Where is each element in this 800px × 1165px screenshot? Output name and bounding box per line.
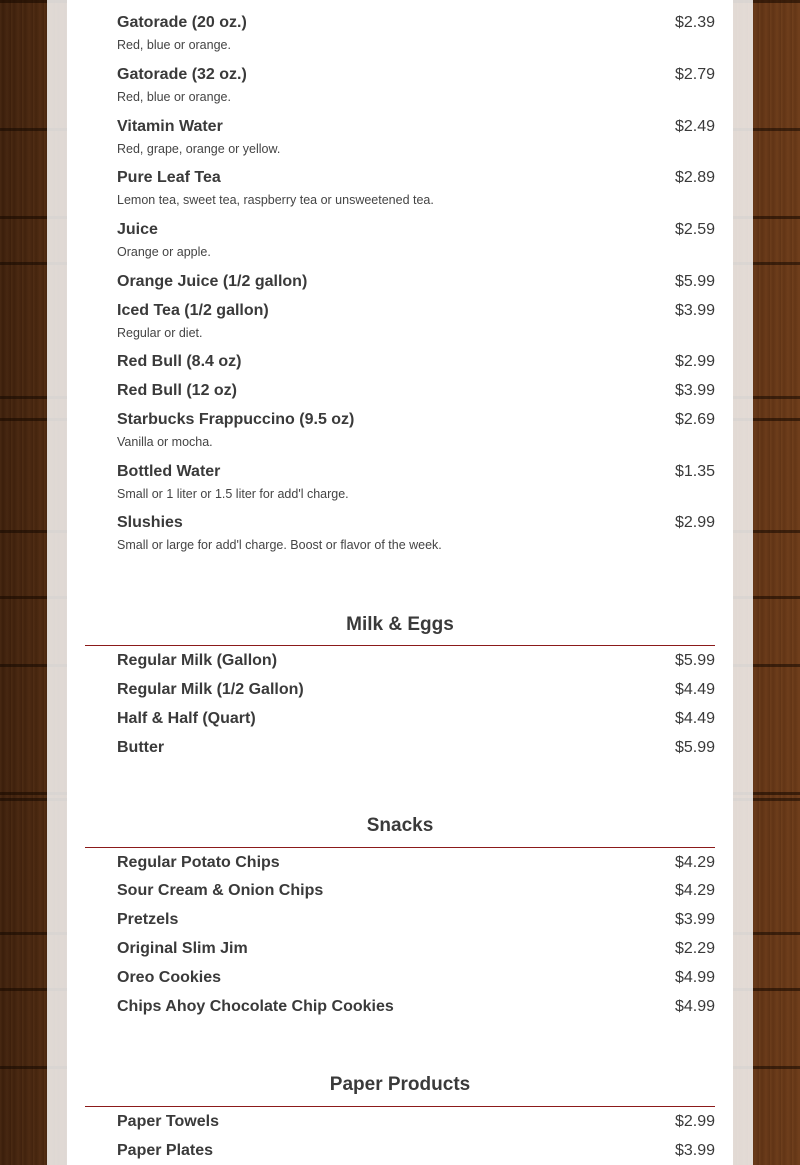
item-name: Red Bull (8.4 oz) [117, 353, 242, 370]
item-description: Red, grape, orange or yellow. [117, 142, 281, 156]
item-name: Half & Half (Quart) [117, 710, 256, 727]
item-name: Paper Towels [117, 1113, 219, 1130]
item-description: Orange or apple. [117, 245, 211, 259]
section-title-snacks: Snacks [366, 815, 434, 836]
item-price: $3.99 [674, 382, 715, 399]
item-price: $2.39 [674, 14, 715, 31]
item-name: Juice [117, 221, 158, 238]
item-name: Gatorade (20 oz.) [117, 14, 247, 31]
item-description: Red, blue or orange. [117, 90, 231, 104]
item-description: Lemon tea, sweet tea, raspberry tea or unsweetened tea. [117, 193, 434, 207]
section-title-milk-eggs: Milk & Eggs [346, 614, 454, 635]
item-name: Pure Leaf Tea [117, 169, 221, 186]
item-name: Regular Potato Chips [117, 854, 280, 871]
section-title-paper-products: Paper Products [329, 1074, 471, 1095]
item-description: Red, blue or orange. [117, 38, 231, 52]
item-name: Original Slim Jim [117, 940, 248, 957]
item-name: Starbucks Frappuccino (9.5 oz) [117, 411, 355, 428]
item-price: $4.49 [674, 710, 715, 727]
item-name: Regular Milk (Gallon) [117, 652, 278, 669]
item-name: Gatorade (32 oz.) [117, 66, 247, 83]
item-price: $2.59 [674, 221, 715, 238]
item-price: $3.99 [674, 911, 715, 928]
item-name: Red Bull (12 oz) [117, 382, 238, 399]
item-price: $4.29 [674, 854, 715, 871]
item-price: $1.35 [674, 463, 715, 480]
item-description: Regular or diet. [117, 326, 203, 340]
item-price: $2.79 [674, 66, 715, 83]
item-name: Iced Tea (1/2 gallon) [117, 302, 269, 319]
item-price: $4.29 [674, 882, 715, 899]
item-description: Small or large for add'l charge. Boost or flavor of the week. [117, 538, 442, 552]
item-price: $2.89 [674, 169, 715, 186]
item-name: Vitamin Water [117, 118, 223, 135]
item-price: $4.99 [674, 969, 715, 986]
section-divider [85, 847, 715, 848]
item-name: Pretzels [117, 911, 179, 928]
item-name: Orange Juice (1/2 gallon) [117, 273, 308, 290]
item-price: $5.99 [674, 739, 715, 756]
item-name: Bottled Water [117, 463, 221, 480]
item-name: Regular Milk (1/2 Gallon) [117, 681, 304, 698]
item-name: Sour Cream & Onion Chips [117, 882, 324, 899]
item-description: Vanilla or mocha. [117, 435, 213, 449]
item-price: $2.99 [674, 353, 715, 370]
item-name: Butter [117, 739, 165, 756]
item-name: Oreo Cookies [117, 969, 222, 986]
item-price: $2.99 [674, 1113, 715, 1130]
item-price: $2.99 [674, 514, 715, 531]
item-price: $3.99 [674, 302, 715, 319]
item-description: Small or 1 liter or 1.5 liter for add'l charge. [117, 487, 349, 501]
item-name: Chips Ahoy Chocolate Chip Cookies [117, 998, 394, 1015]
item-price: $4.49 [674, 681, 715, 698]
item-name: Slushies [117, 514, 183, 531]
section-divider [85, 645, 715, 646]
item-price: $2.29 [674, 940, 715, 957]
item-price: $2.69 [674, 411, 715, 428]
item-name: Paper Plates [117, 1142, 214, 1159]
item-price: $2.49 [674, 118, 715, 135]
item-price: $5.99 [674, 273, 715, 290]
item-price: $5.99 [674, 652, 715, 669]
section-divider [85, 1106, 715, 1107]
item-price: $4.99 [674, 998, 715, 1015]
item-price: $3.99 [674, 1142, 715, 1159]
